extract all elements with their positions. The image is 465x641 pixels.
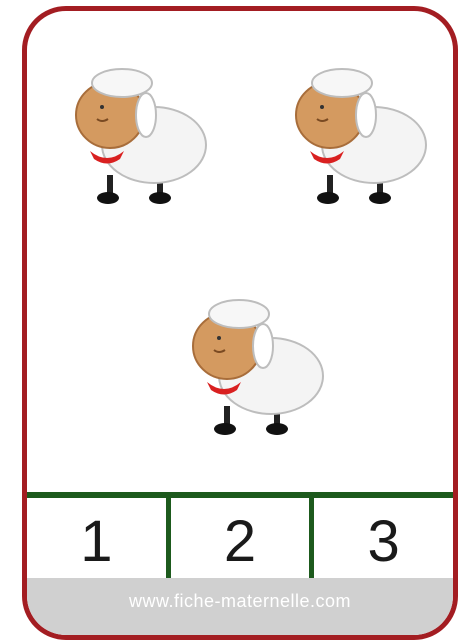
answer-choice-2[interactable]: 2 xyxy=(166,498,310,584)
sheep-top-left xyxy=(62,63,212,213)
answer-choices xyxy=(27,492,453,584)
answer-choice-1[interactable]: 1 xyxy=(80,508,113,574)
sheep-icon xyxy=(62,63,212,213)
sheep-center xyxy=(179,294,329,444)
sheep-icon xyxy=(179,294,329,444)
sheep-icon xyxy=(282,63,432,213)
counting-card xyxy=(22,6,458,640)
sheep-top-right xyxy=(282,63,432,213)
answer-choice-3[interactable]: 3 xyxy=(309,498,453,584)
footer-watermark: www.fiche-maternelle.com xyxy=(27,578,453,635)
